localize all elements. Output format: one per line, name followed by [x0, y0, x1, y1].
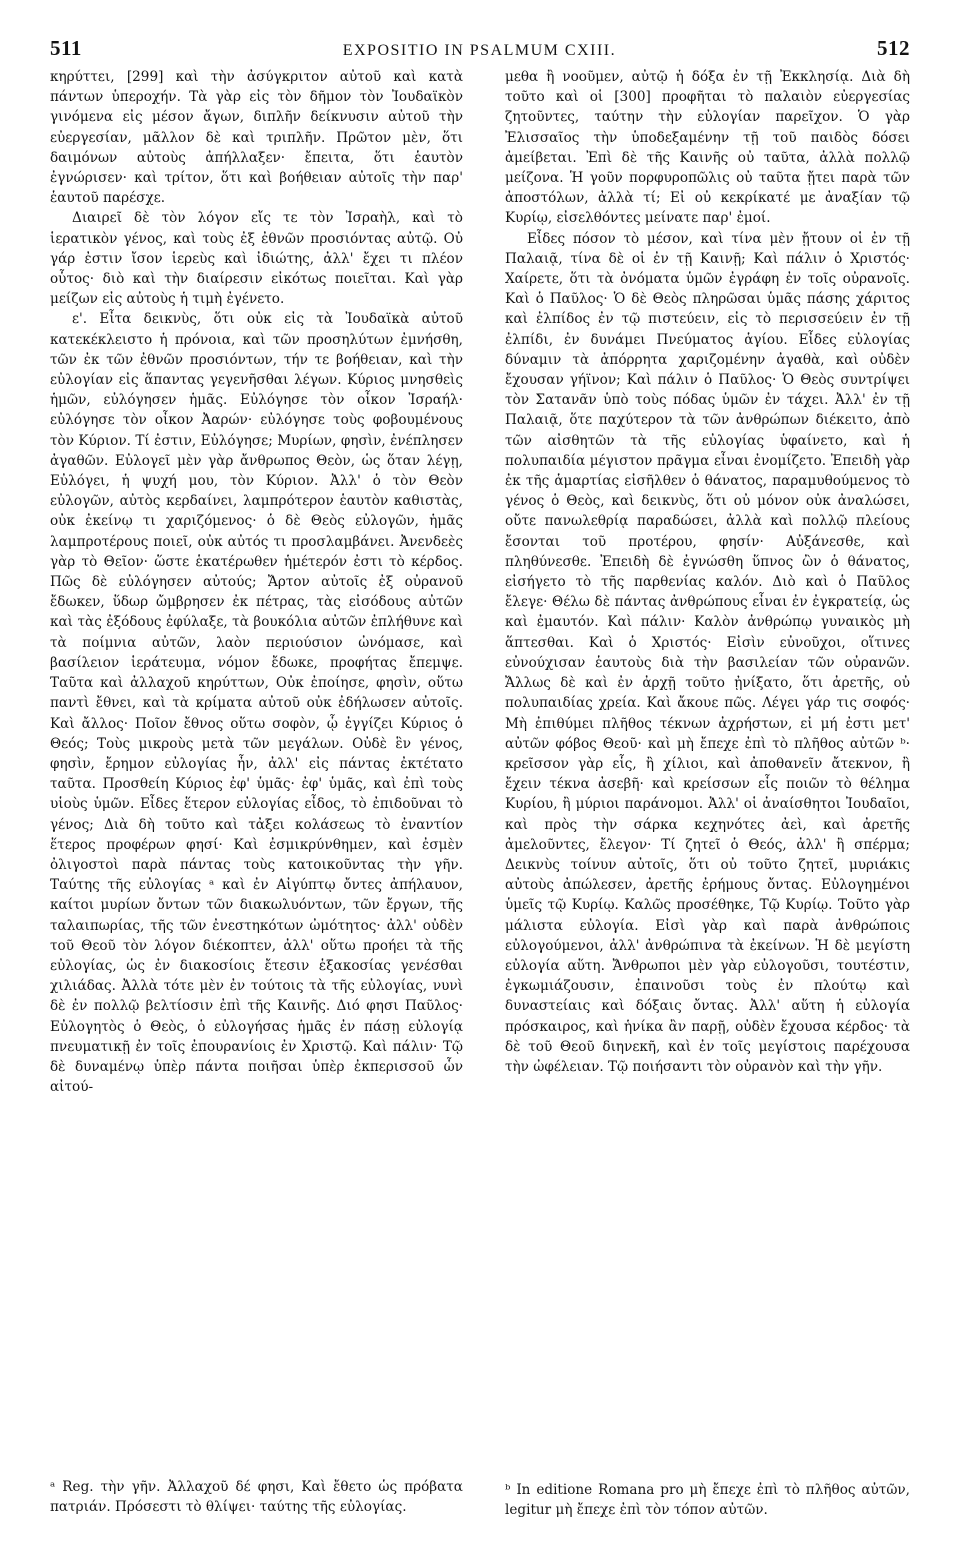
- paragraph: Διαιρεῖ δὲ τὸν λόγον εἴς τε τὸν Ἰσραὴλ, καὶ τὸ ἱερατικὸν γένος, καὶ τοὺς ἐξ ἐθνῶν προσιόντας αὐτῷ. Οὐ γάρ ἐστιν ἴσον ἱερεὺς καὶ ἰδιώτης, ἀλλ' ἔχει τι πλέον οὗτος· διὸ καὶ τὴν διαίρεσιν εἰκότως ποιεῖται. Καὶ γὰρ μείζων εἰς αὐτοὺς ἡ τιμὴ ἐγένετο.: [50, 210, 463, 308]
- footnote-b: ᵇ In editione Romana pro μὴ ἔπεχε ἐπὶ τὸ πλῆθος αὐτῶν, legitur μὴ ἔπεχε ἐπὶ τὸν τόπον αὐτῶν.: [505, 1482, 910, 1519]
- footnote-a: ᵃ Reg. τὴν γῆν. Ἀλλαχοῦ δέ φησι, Καὶ ἔθετο ὡς πρόβατα πατριάν. Πρόσεστι τὸ θλίψει· ταύτης τῆς εὐλογίας.: [50, 1479, 463, 1516]
- running-head: [50, 36, 910, 61]
- paragraph: μεθα ἢ νοοῦμεν, αὐτῷ ἡ δόξα ἐν τῇ Ἐκκλησίᾳ. Διὰ δὴ τοῦτο καὶ οἱ [300] προφῆται τὸ παλαιὸν εὐεργεσίας ζητοῦντες, ταύτην τὴν εὐλογίαν παρεῖχον. Ὁ γὰρ Ἐλισσαῖος τὴν ὑποδεξαμένην τῇ τοῦ παιδὸς δόσει ἀμείβεται. Ἐπὶ δὲ τῆς Καινῆς οὐ ταῦτα, ἀλλὰ πολλῷ μείζονα. Ἡ γοῦν πορφυροπῶλις οὐ ταῦτα ᾔτει παρὰ τῶν ἀποστόλων, ἀλλὰ τί; Εἰ οὐ κεκρίκατέ με ἀναξίαν τῷ Κυρίῳ, εἰσελθόντες μείνατε παρ' ἐμοί.: [505, 69, 910, 227]
- paragraph: Εἶδες πόσον τὸ μέσον, καὶ τίνα μὲν ᾔτουν οἱ ἐν τῇ Παλαιᾷ, τίνα δὲ οἱ ἐν τῇ Καινῇ; Καὶ πάλιν ὁ Χριστός· Χαίρετε, ὅτι τὰ ὀνόματα ὑμῶν ἐγράφη ἐν τοῖς οὐρανοῖς. Καὶ ὁ Παῦλος· Ὁ δὲ Θεὸς πληρῶσαι ὑμᾶς πάσης χάριτος καὶ ἐλπίδος ἐν τῷ πιστεύειν, εἰς τὸ περισσεύειν ἐν τῇ ἐλπίδι, ἐν δυνάμει Πνεύματος ἁγίου. Εἶδες εὐλογίας δύναμιν τὰ ἀπόρρητα χαριζομένην ἀγαθὰ, καὶ οὐδὲν ἔχουσαν γήϊνον; Καὶ πάλιν ὁ Παῦλος· Ὁ Θεὸς συντρίψει τὸν Σατανᾶν ὑπὸ τοὺς πόδας ὑμῶν ἐν τάχει. Ἀλλ' ἐν τῇ Παλαιᾷ, ὅτε παχύτερον τὰ τῶν ἀνθρώπων διέκειτο, ἀπὸ τῶν αἰσθητῶν τὰ τῆς εὐλογίας ὑφαίνετο, καὶ ἡ πολυπαιδία μέγιστον πρᾶγμα εἶναι ἐνομίζετο. Ἐπειδὴ γὰρ ἐκ τῆς ἁμαρτίας εἰσῆλθεν ὁ θάνατος, παραμυθούμενος τὸ γένος ὁ Θεὸς, καὶ δεικνὺς, ὅτι οὐ μόνον οὐκ ἀναλώσει, οὔτε πανωλεθρίᾳ παραδώσει, ἀλλὰ καὶ πολλῷ πλείους ἔσονται τοῦ προτέρου, φησίν· Αὐξάνεσθε, καὶ πληθύνεσθε. Ἐπειδὴ δὲ ἐγνώσθη ὕπνος ὢν ὁ θάνατος, εἰσήγετο τὸ τῆς παρθενίας καλόν. Διὸ καὶ ὁ Παῦλος ἔλεγε· Θέλω δὲ πάντας ἀνθρώπους εἶναι ἐν ἐγκρατείᾳ, ὡς καὶ ἐμαυτόν. Καὶ πάλιν· Καλὸν ἀνθρώπῳ γυναικὸς μὴ ἅπτεσθαι. Καὶ ὁ Χριστός· Εἰσὶν εὐνοῦχοι, οἵτινες εὐνούχισαν ἑαυτοὺς διὰ τὴν βασιλείαν τῶν οὐρανῶν. Ἄλλως δὲ καὶ ἐν ἀρχῇ τοῦτο ᾐνίξατο, ὅτι ἀρετῆς, οὐ πολυπαιδίας χρεία. Καὶ ἄκουε πῶς. Λέγει γάρ τις σοφός· Μὴ ἐπιθύμει πλῆθος τέκνων ἀχρήστων, εἰ μή ἐστι μετ' αὐτῶν φόβος Θεοῦ· καὶ μὴ ἔπεχε ἐπὶ τὸ πλῆθος αὐτῶν ᵇ· κρεῖσσον γὰρ εἷς, ἢ χίλιοι, καὶ ἀποθανεῖν ἄτεκνον, ἢ ἔχειν τέκνα ἀσεβῆ· καὶ κρείσσων εἷς ποιῶν τὸ θέλημα Κυρίου, ἢ μύριοι παράνομοι. Ἀλλ' οἱ ἀναίσθητοι Ἰουδαῖοι, καὶ πρὸς τὴν σάρκα κεχηνότες ἀεὶ, καὶ ἀρετῆς ἀμελοῦντες, ἔλεγον· Τί ζητεῖ ὁ Θεός, ἀλλ' ἢ σπέρμα; Δεικνὺς τοίνυν αὐτοῖς, ὅτι οὐ τοῦτο ζητεῖ, μυριάκις αὐτοὺς ἀπώλεσεν, ἀρετῆς ἐρήμους ὄντας. Εὐλογημένοι ὑμεῖς τῷ Κυρίῳ. Καλῶς προσέθηκε, Τῷ Κυρίῳ. Τοῦτο γὰρ μάλιστα εὐλογία. Εἰσὶ γὰρ καὶ παρὰ ἀνθρώποις εὐλογούμενοι, ἀλλ' ἀνθρώπινα τὰ ἐκείνων. Ἡ δὲ μεγίστη εὐλογία αὕτη. Ἄνθρωποι μὲν γὰρ εὐλογοῦσι, τουτέστιν, ἐγκωμιάζουσιν, ἐπαινοῦσι τοὺς ἐν πλούτῳ καὶ δυναστείαις καὶ δόξαις ὄντας. Ἀλλ' αὕτη ἡ εὐλογία πρόσκαιρος, καὶ ἡνίκα ἂν παρῇ, οὐδὲν ἔχουσα κέρδος· τὰ δὲ τοῦ Θεοῦ διηνεκῆ, καὶ ἐν τοῖς μεγίστοις παρέχουσα τὴν ὠφέλειαν. Τῷ ποιήσαντι τὸν οὐρανὸν καὶ τὴν γῆν.: [505, 230, 910, 1075]
- footnote-area: [50, 1477, 463, 1517]
- left-page-number: 511: [50, 36, 82, 60]
- paragraph: κηρύττει, [299] καὶ τὴν ἀσύγκριτον αὐτοῦ καὶ κατὰ πάντων ὑπεροχήν. Τὰ γὰρ εἰς τὸν δῆμον τὸν Ἰουδαϊκὸν γινόμενα εἰς μέσον ἄγων, διπλῆν δείκνυσιν αὐτοῦ τὴν εὐεργεσίαν, μᾶλλον δὲ καὶ τριπλῆν. Πρῶτον μὲν, ὅτι δαιμόνων αὐτοὺς ἀπήλλαξεν· ἔπειτα, ὅτι ἑαυτὸν ἐγνώρισεν· καὶ τρίτον, ὅτι καὶ βοήθειαν αὐτοῖς τὴν παρ' ἑαυτοῦ παρέσχε.: [50, 69, 463, 207]
- footnote-area: [505, 1480, 910, 1520]
- right-page-number: 512: [876, 36, 910, 60]
- right-column: [505, 67, 910, 1519]
- running-title: EXPOSITIO IN PSALMUM CXIII.: [342, 42, 617, 59]
- paragraph: ε'. Εἶτα δεικνὺς, ὅτι οὐκ εἰς τὰ Ἰουδαϊκὰ αὐτοῦ κατεκέκλειστο ἡ πρόνοια, καὶ τῶν προσηλύτων ἐμνήσθη, τῶν ἐκ τῶν ἐθνῶν προσιόντων, τήν τε βοήθειαν, καὶ τὴν εὐλογίαν εἰς ἅπαντας γεγενῆσθαι λέγων. Κύριος μνησθεὶς ἡμῶν, εὐλόγησεν ἡμᾶς. Εὐλόγησε τὸν οἶκον Ἰσραήλ· εὐλόγησε τὸν οἶκον Ἀαρών· εὐλόγησε τοὺς φοβουμένους τὸν Κύριον. Τί ἐστιν, Εὐλόγησε; Μυρίων, φησὶν, ἐνέπλησεν ἀγαθῶν. Εὐλογεῖ μὲν γὰρ ἄνθρωπος Θεὸν, ὡς ὅταν λέγῃ, Εὐλόγει, ἡ ψυχή μου, τὸν Κύριον. Ἀλλ' ὁ τὸν Θεὸν εὐλογῶν, αὐτὸς κερδαίνει, λαμπρότερον ἑαυτὸν καθιστὰς, οὐκ ἐκείνῳ τι χαριζόμενος· ὁ δὲ Θεὸς εὐλογῶν, ἡμᾶς λαμπροτέρους ποιεῖ, οὐκ αὐτός τι προσλαμβάνει. Ἀνενδεὲς γὰρ τὸ Θεῖον· ὥστε ἑκατέρωθεν ἡμέτερόν ἐστι τὸ κέρδος. Πῶς δὲ εὐλόγησεν αὐτούς; Ἄρτον αὐτοῖς ἐξ οὐρανοῦ ἔδωκεν, ὕδωρ ὤμβρησεν ἐκ πέτρας, τὰς εἰσόδους αὐτῶν καὶ τὰς ἐξόδους ἐφύλαξε, τὰ βουκόλια αὐτῶν ἐπλήθυνε καὶ τὰ ποίμνια αὐτῶν, λαὸν περιούσιον ὠνόμασε, καὶ βασίλειον ἱεράτευμα, νόμον ἔδωκε, προφήτας ἔπεμψε. Ταῦτα καὶ ἀλλαχοῦ κηρύττων, Οὐκ ἐποίησε, φησὶν, οὕτω παντὶ ἔθνει, καὶ τὰ κρίματα αὐτοῦ οὐκ ἐδήλωσεν αὐτοῖς. Καὶ ἄλλος· Ποῖον ἔθνος οὕτω σοφὸν, ᾧ ἐγγίζει Κύριος ὁ Θεός; Τοὺς μικροὺς μετὰ τῶν μεγάλων. Οὐδὲ ἓν γένος, φησὶν, ἔρημον εὐλογίας ἦν, ἀλλ' εἰς πάντας ἐκτέτατο ταῦτα. Προσθείη Κύριος ἐφ' ὑμᾶς· ἐφ' ὑμᾶς, καὶ ἐπὶ τοὺς υἱοὺς ὑμῶν. Εἶδες ἕτερον εὐλογίας εἶδος, τὸ ἐπιδοῦναι τὸ γένος; Διὰ δὴ τοῦτο καὶ τἀξει κολάσεως τὸ ἐναντίον ἕτερος προφέρων φησί· Καὶ ἐσμικρύνθημεν, καὶ ἐσμὲν ὀλιγοστοὶ παρὰ πάντας τοὺς κατοικοῦντας τὴν γῆν. Ταύτης τῆς εὐλογίας ᵃ καὶ ἐν Αἰγύπτῳ ὄντες ἀπήλαυον, καίτοι μυρίων ὄντων τῶν διακωλυόντων, τῶν ἔργων, τῆς ταλαιπωρίας, τῆς τῶν ἐνεστηκότων ὠμότητος· ἀλλ' οὐδὲν τοῦ Θεοῦ τὸν λόγον διέκοπτεν, ἀλλ' οὕτω προήει τὰ τῆς εὐλογίας, ὡς ἐν διακοσίοις ἔτεσιν ἑξακοσίας γενέσθαι χιλιάδας. Ἀλλὰ τότε μὲν ἐν τούτοις τὰ τῆς εὐλογίας, νυνὶ δὲ ἐν πολλῷ βελτίοσιν ἐπὶ τῆς Καινῆς. Διό φησι Παῦλος· Εὐλογητὸς ὁ Θεὸς, ὁ εὐλογήσας ἡμᾶς ἐν πάσῃ εὐλογίᾳ πνευματικῇ ἐν τοῖς ἐπουρανίοις ἐν Χριστῷ. Καὶ πάλιν· Τῷ δὲ δυναμένῳ ὑπὲρ πάντα ποιῆσαι ὑπὲρ ἐκπερισσοῦ ὧν αἰτού-: [50, 311, 463, 1096]
- left-column: [50, 67, 463, 1516]
- text-columns: [50, 67, 910, 1519]
